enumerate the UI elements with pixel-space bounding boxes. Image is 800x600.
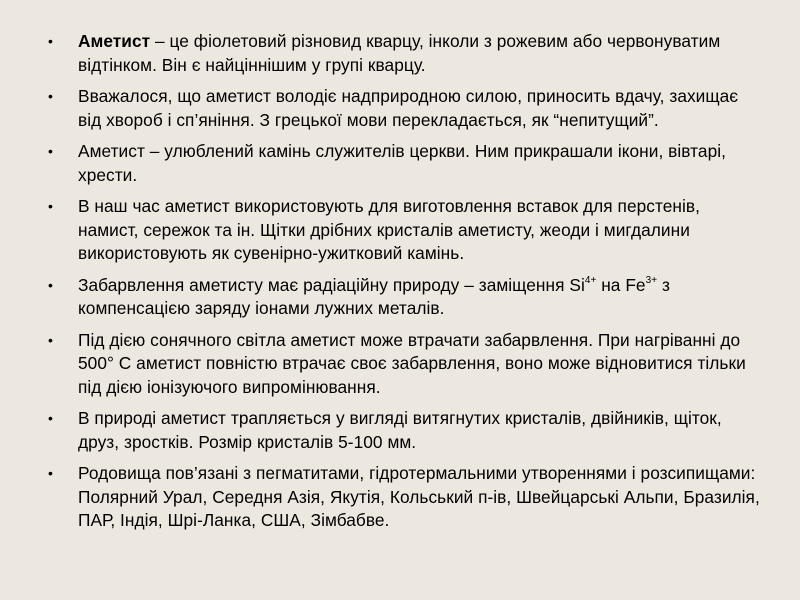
- superscript-si-charge: 4+: [584, 274, 597, 286]
- bullet-item-coloration: [48, 274, 760, 321]
- bullet-item-sunlight: [48, 329, 760, 400]
- bullet-text: В природі аметист трапляється у вигляді витягнутих кристалів, двійників, щіток, друз, зростків. Розмір кристалів 5-100 мм.: [78, 408, 722, 452]
- bullet-icon: •: [48, 143, 53, 159]
- bullet-icon: •: [48, 410, 53, 426]
- bullet-list: [48, 30, 760, 541]
- superscript-fe-charge: 3+: [645, 274, 658, 286]
- bullet-text-after: з компенсацією заряду іонами лужних металів.: [78, 274, 670, 318]
- bullet-icon: •: [48, 331, 53, 348]
- bullet-text: Родовища пов’язані з пегматитами, гідротермальними утвореннями і розсипищами: Полярний Урал, Середня Азія, Якутія, Кольський п-ів, Швейцарські Альпи, Бразилія, ПАР, Індія, Шрі-Ланка, США, Зімбабве.: [78, 463, 760, 530]
- bullet-item-church: [48, 140, 760, 187]
- bullet-text: – це фіолетовий різновид кварцу, інколи з рожевим або червонуватим відтінком. Він є найціннішим у групі кварцу.: [78, 31, 721, 75]
- bullet-item-belief: [48, 85, 760, 132]
- bullet-icon: •: [48, 276, 53, 293]
- bullet-item-deposits: [48, 462, 760, 533]
- bullet-lead-term: Аметист: [78, 31, 151, 51]
- bullet-icon: •: [48, 33, 53, 49]
- bullet-item-modern-use: [48, 195, 760, 266]
- bullet-text: Аметист – улюблений камінь служителів церкви. Ним прикрашали ікони, вівтарі, хрести.: [78, 141, 726, 185]
- bullet-icon: •: [48, 198, 53, 214]
- bullet-text: В наш час аметист використовують для виготовлення вставок для перстенів, намист, сережок та ін. Щітки дрібних кристалів аметисту, жеоди і мигдалини використовують як сувенірно-ужитковий камінь.: [78, 196, 700, 263]
- bullet-text-middle: на Fe: [596, 274, 646, 295]
- bullet-item-amethyst-definition: [48, 30, 760, 77]
- bullet-text-before: Забарвлення аметисту має радіаційну природу – заміщення Si: [78, 274, 585, 295]
- bullet-icon: •: [48, 465, 53, 481]
- bullet-item-nature: [48, 407, 760, 454]
- bullet-text: Під дією сонячного світла аметист може втрачати забарвлення. При нагріванні до 500° С аметист повністю втрачає своє забарвлення, воно може відновитися тільки під дією іонізуючого випромінювання.: [78, 329, 746, 397]
- bullet-icon: •: [48, 88, 53, 104]
- bullet-text: Вважалося, що аметист володіє надприродною силою, приносить вдачу, захищає від хвороб і сп’яніння. З грецької мови перекладається, як “непитущий”.: [78, 86, 739, 130]
